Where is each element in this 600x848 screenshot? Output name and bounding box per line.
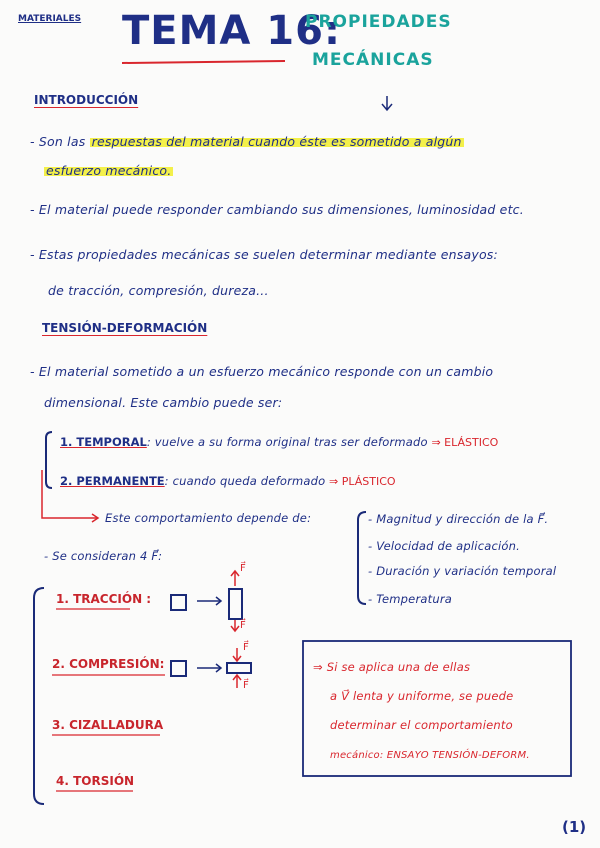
compresion-force-top-label: F⃗ (243, 642, 249, 653)
traccion-stretched-rect-icon (228, 588, 243, 620)
page-subtitle-line2: MECÁNICAS (312, 50, 434, 70)
factors-bracket (358, 512, 366, 604)
force-compresion-label: 2. COMPRESIÓN: (52, 657, 165, 671)
temporal-row (60, 435, 498, 449)
force-torsion-label: 4. TORSIÓN (56, 774, 135, 788)
force-cizalladura-label: 3. CIZALLADURA (52, 718, 164, 732)
compresion-force-bottom-label: F⃗ (243, 680, 249, 691)
factor-2: - Velocidad de aplicación. (368, 539, 520, 553)
compresion-original-square-icon (170, 660, 187, 677)
note-line2: a V⃗ lenta y uniforme, se puede (330, 689, 514, 703)
permanente-row (60, 474, 396, 488)
intro-line1-start: - Son las (30, 134, 86, 149)
tension-heading: TENSIÓN-DEFORMACIÓN (42, 321, 208, 335)
tension-line1: - El material sometido a un esfuerzo mecánico responde con un cambio (30, 364, 494, 379)
factor-4: - Temperatura (368, 592, 453, 606)
temporal-text: : vuelve a su forma original tras ser deformado (146, 435, 428, 449)
behavior-text: Este comportamiento depende de: (105, 511, 312, 525)
intro-line2-highlight: esfuerzo mecánico. (46, 163, 172, 178)
intro-line1 (30, 134, 464, 149)
traccion-force-bottom-label: F⃗ (240, 620, 246, 631)
title-underline (122, 61, 285, 63)
permanente-result: ⇒ PLÁSTICO (329, 475, 396, 488)
note-line4: mecánico: ENSAYO TENSIÓN-DEFORM. (330, 750, 530, 761)
traccion-original-square-icon (170, 594, 187, 611)
intro-bullet3-line2: de tracción, compresión, dureza... (48, 283, 269, 298)
intro-bullet3-line1: - Estas propiedades mecánicas se suelen determinar mediante ensayos: (30, 247, 498, 262)
page-title: TEMA 16: (122, 8, 341, 54)
page-subtitle-line1: PROPIEDADES (305, 12, 452, 32)
factor-3: - Duración y variación temporal (368, 564, 557, 578)
permanente-label: 2. PERMANENTE (60, 474, 165, 488)
intro-line1-highlight: respuestas del material cuando éste es sometido a algún (91, 134, 462, 149)
bracket-left (46, 432, 52, 488)
compresion-flattened-rect-icon (226, 662, 252, 674)
temporal-label: 1. TEMPORAL (60, 435, 147, 449)
tension-line2: dimensional. Este cambio puede ser: (44, 395, 283, 410)
forces-bracket (34, 588, 44, 804)
traccion-force-top-label: F⃗ (240, 563, 246, 574)
note-line3: determinar el comportamiento (330, 718, 513, 732)
intro-heading: INTRODUCCIÓN (34, 93, 139, 107)
factor-1: - Magnitud y dirección de la F⃗. (368, 512, 549, 526)
intro-line2 (44, 163, 173, 178)
subject-label: MATERIALES (18, 14, 82, 24)
page-number: (1) (562, 818, 587, 836)
arrow-down-icon (382, 96, 392, 110)
permanente-text: : cuando queda deformado (164, 474, 326, 488)
force-traccion-label: 1. TRACCIÓN : (56, 592, 152, 606)
intro-bullet2: - El material puede responder cambiando sus dimensiones, luminosidad etc. (30, 202, 524, 217)
temporal-result: ⇒ ELÁSTICO (431, 436, 499, 449)
consider-text: - Se consideran 4 F⃗: (44, 549, 163, 563)
note-line1: ⇒ Si se aplica una de ellas (313, 660, 471, 674)
